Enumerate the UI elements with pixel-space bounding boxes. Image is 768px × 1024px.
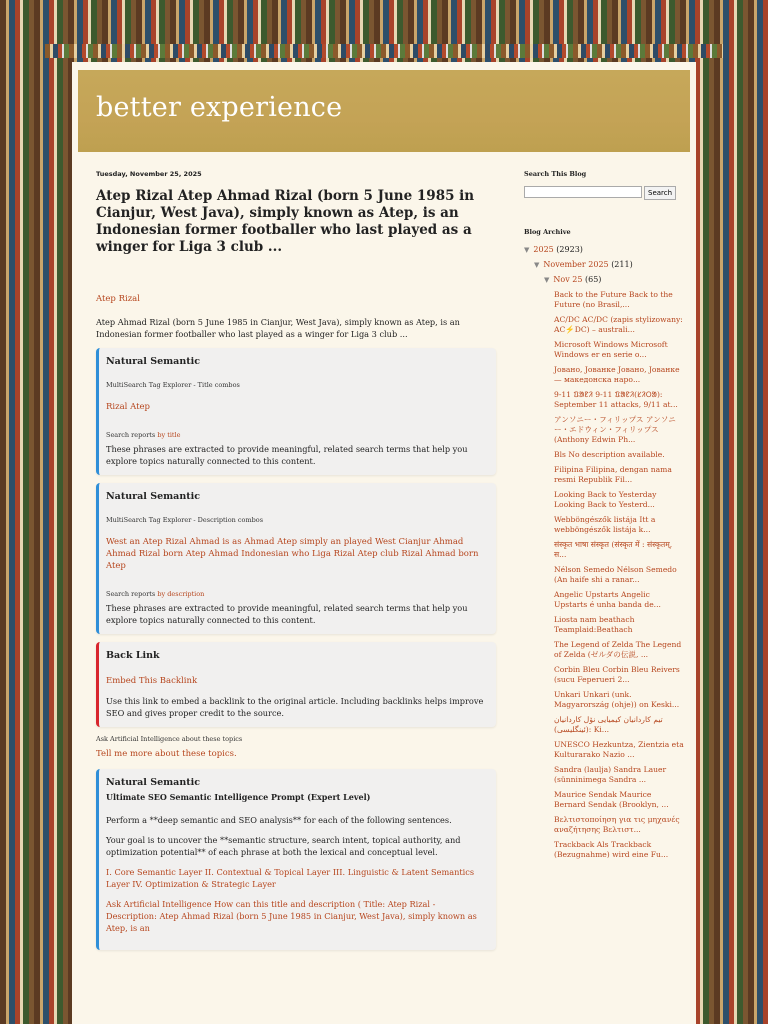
card-subheading: MultiSearch Tag Explorer - Title combos (106, 381, 240, 389)
seo-paragraph: Your goal is to uncover the **semantic structure, search intent, topical authority, and optimization potential** of each phrase at both the lexical and conceptual level. (106, 835, 461, 857)
archive-post-link[interactable]: Bls No description available. (554, 450, 665, 459)
archive-day[interactable]: ▼ Nov 25 (65) (544, 275, 602, 284)
post-summary: Atep Ahmad Rizal (born 5 June 1985 in Cianjur, West Java), simply known as Atep, is an Indonesian former footballer who last played as a winger for Liga 3 club ... (96, 317, 460, 339)
archive-post-link[interactable]: Angelic Upstarts Angelic Upstarts é unha banda de... (554, 590, 661, 609)
archive-post-link[interactable]: Nélson Semedo Nélson Semedo (An haife shi a ranar... (554, 565, 677, 584)
archive-post-link[interactable]: Microsoft Windows Microsoft Windows er en serie o... (554, 340, 668, 359)
card-description: These phrases are extracted to provide meaningful, related search terms that help you explore topics naturally connected to this content. (106, 444, 468, 466)
seo-prompt-card (96, 769, 496, 950)
blog-title[interactable]: better experience (96, 92, 343, 123)
seo-subheading: Ultimate SEO Semantic Intelligence Prompt (Expert Level) (106, 792, 371, 802)
seo-ask-ai-link[interactable]: Ask Artificial Intelligence How can this title and description ( Title: Atep Rizal - Description: Atep Ahmad Rizal (born 5 June 1985 in Cianjur, West Java), simply known as Atep, is an (106, 899, 477, 933)
archive-post-link[interactable]: تیم کاردانیان کیمیایی نۆل کاردانیان (ئینگلیسی): Ki... (554, 715, 663, 734)
archive-post-link[interactable]: Webböngészők listája Itt a webböngészők listája k... (554, 515, 656, 534)
archive-post-link[interactable]: Βελτιστοποίηση για τις μηχανές αναζήτησης Βελτιστ... (554, 815, 680, 834)
search-input[interactable] (524, 186, 642, 198)
archive-post-link[interactable]: Liosta nam beathach Teamplaid:Beathach (554, 615, 635, 634)
search-button[interactable]: Search (644, 186, 676, 200)
seo-layers-link[interactable]: I. Core Semantic Layer II. Contextual & Topical Layer III. Linguistic & Latent Semantics Layer IV. Optimization & Strategic Layer (106, 867, 475, 889)
search-reports-link[interactable]: by title (157, 431, 181, 439)
archive-heading: Blog Archive (524, 228, 571, 236)
archive-post-link[interactable]: Maurice Sendak Maurice Bernard Sendak (Brooklyn, ... (554, 790, 669, 809)
archive-post-link[interactable]: The Legend of Zelda The Legend of Zelda (ゼルダの伝説, ... (554, 640, 682, 659)
card-subheading: MultiSearch Tag Explorer - Description combos (106, 516, 264, 524)
main-column (96, 170, 496, 958)
card-heading: Natural Semantic (106, 491, 201, 502)
embed-backlink-link[interactable]: Embed This Backlink (106, 676, 198, 686)
ask-ai-link[interactable]: Tell me more about these topics. (96, 749, 237, 759)
tag-combo-link[interactable]: Rizal Atep (106, 402, 150, 412)
card-description: Use this link to embed a backlink to the original article. Including backlinks helps improve SEO and gives proper credit to the source. (106, 696, 484, 718)
search-reports-line: Search reports by description (106, 590, 205, 598)
search-heading: Search This Blog (524, 170, 587, 178)
triangle-down-icon[interactable]: ▼ (524, 246, 530, 254)
archive-post-link[interactable]: Corbin Bleu Corbin Bleu Reivers (sucu Feperueri 2... (554, 665, 680, 684)
card-heading: Natural Semantic (106, 777, 201, 788)
sidebar (524, 170, 684, 865)
triangle-down-icon[interactable]: ▼ (544, 276, 550, 284)
blog-page (72, 62, 696, 1024)
search-form (524, 186, 684, 200)
blog-header (78, 70, 690, 152)
archive-post-link[interactable]: アンソニー・フィリップス アンソニー・エドウィン・フィリップス (Anthony Edwin Ph... (554, 415, 676, 444)
archive-post-link[interactable]: संस्कृत भाषा संस्कृत (संस्कृत में : संस्कृतम्, स... (554, 540, 673, 559)
archive-month[interactable]: ▼ November 2025 (211) (534, 260, 633, 269)
card-heading: Natural Semantic (106, 356, 201, 367)
post-link[interactable]: Atep Rizal (96, 294, 140, 304)
tag-combo-link[interactable]: West an Atep Rizal Ahmad is as Ahmad Atep simply an played West Cianjur Ahmad Ahmad Rizal born Atep Ahmad Indonesian who Liga Rizal Atep club Rizal Ahmad born Atep (106, 537, 479, 571)
seo-paragraph: Perform a **deep semantic and SEO analysis** for each of the following sentences. (106, 815, 452, 825)
bookshelf-banner (45, 44, 723, 58)
archive-post-link[interactable]: Back to the Future Back to the Future (no Brasil,... (554, 290, 673, 309)
back-link-card (96, 642, 496, 727)
archive-post-link[interactable]: UNESCO Hezkuntza, Zientzia eta Kulturarako Nazio ... (554, 740, 684, 759)
archive-post-link[interactable]: Filipina Filipina, dengan nama resmi Republik Fil... (554, 465, 672, 484)
natural-semantic-card-title (96, 348, 496, 475)
search-reports-link[interactable]: by description (157, 590, 205, 598)
archive-post-link[interactable]: Sandra (laulja) Sandra Lauer (sünninimega Sandra ... (554, 765, 667, 784)
archive-post-link[interactable]: Unkari Unkari (unk. Magyarország (ohje)) on Keski... (554, 690, 680, 709)
search-reports-line: Search reports by title (106, 431, 181, 439)
archive-year[interactable]: ▼ 2025 (2923) (524, 245, 583, 254)
archive-post-link[interactable]: Trackback Als Trackback (Bezugnahme) wird eine Fu... (554, 840, 669, 859)
archive-post-link[interactable]: 9-11 ᱯᱟᱱᱤ 9-11 ᱯᱟᱱᱤ(ᱥᱤᱛᱟ): September 11 attacks, 9/11 at... (554, 390, 678, 409)
post-date: Tuesday, November 25, 2025 (96, 170, 202, 178)
ask-ai-label: Ask Artificial Intelligence about these topics (96, 735, 243, 743)
natural-semantic-card-description (96, 483, 496, 634)
post-title: Atep Rizal Atep Ahmad Rizal (born 5 June 1985 in Cianjur, West Java), simply known as Atep, is an Indonesian former footballer who last played as a winger for Liga 3 club ... (96, 188, 475, 255)
archive-post-list (554, 290, 684, 860)
blog-archive (524, 244, 684, 860)
archive-post-link[interactable]: AC/DC AC/DC (zapis stylizowany: AC⚡DC) – australi... (554, 315, 683, 334)
archive-post-link[interactable]: Looking Back to Yesterday Looking Back to Yesterd... (554, 490, 657, 509)
card-heading: Back Link (106, 650, 160, 661)
card-description: These phrases are extracted to provide meaningful, related search terms that help you explore topics naturally connected to this content. (106, 603, 468, 625)
archive-post-link[interactable]: Јовано, Јованке Јовано, Јованке — македонска наро... (554, 365, 680, 384)
triangle-down-icon[interactable]: ▼ (534, 261, 540, 269)
